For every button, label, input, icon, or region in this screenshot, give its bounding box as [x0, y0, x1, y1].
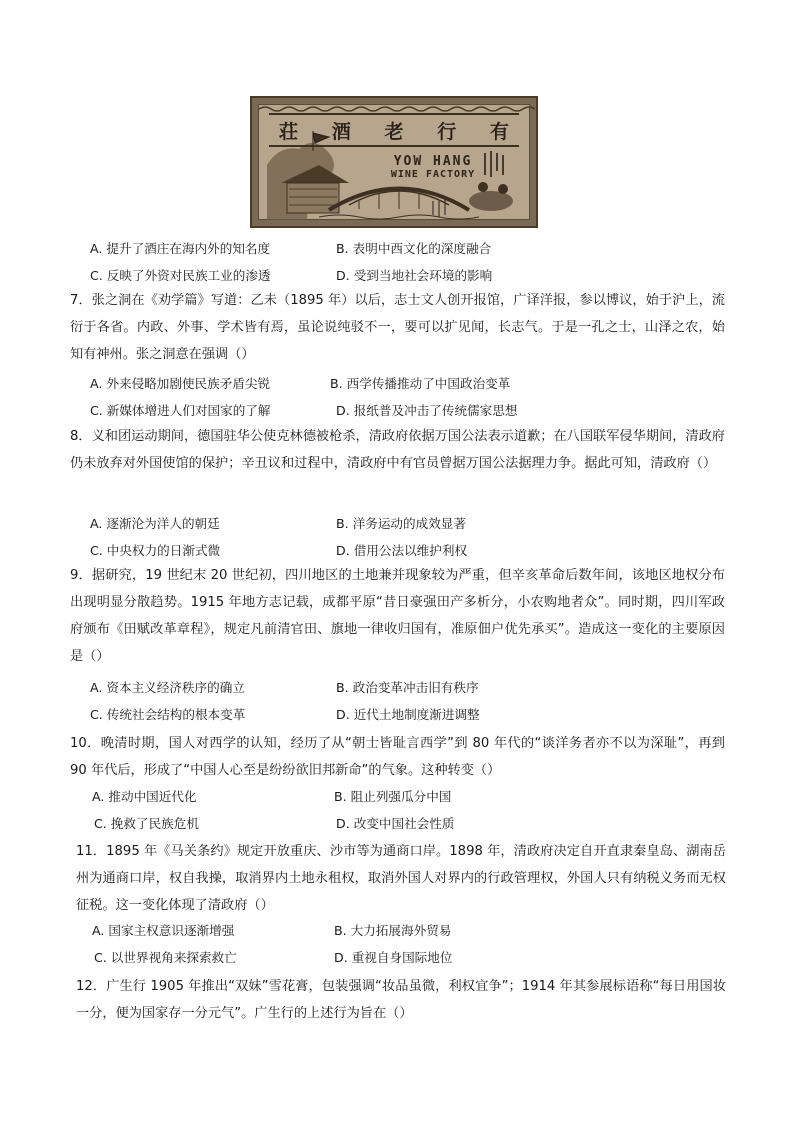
- q11-option-c[interactable]: C. 以世界视角来探索救亡: [94, 950, 237, 965]
- question-8: [70, 423, 725, 477]
- question-8-stem: 8．义和团运动期间，德国驻华公使克林德被枪杀，清政府依据万国公法表示道歉；在八国联军侵华期间，清政府仍未放弃对外国使馆的保护；辛丑议和过程中，清政府中有官员曾据万国公法据理力争。据此可知，清政府（）: [70, 429, 725, 471]
- label-english-text: [377, 155, 489, 181]
- label-panel: [258, 104, 530, 220]
- q8-option-d[interactable]: D. 借用公法以维护利权: [336, 543, 468, 558]
- q6-options: [90, 238, 650, 292]
- question-9-stem: 9．据研究，19 世纪末 20 世纪初，四川地区的土地兼并现象较为严重，但辛亥革命后数年间，该地区地权分布出现明显分散趋势。1915 年地方志记载，成都平原“昔日豪强田产多析分，小农购地者众”。同时期，四川军政府颁布《田赋改革章程》，规定凡前清官田、旗地一律收归国有，准原佃户优先承买”。造成这一变化的主要原因是（）: [70, 568, 725, 664]
- question-9: [70, 562, 725, 670]
- q10-option-d[interactable]: D. 改变中国社会性质: [336, 816, 455, 831]
- q9-option-a[interactable]: A. 资本主义经济秩序的确立: [90, 680, 245, 695]
- question-7: [70, 287, 725, 368]
- q9-option-d[interactable]: D. 近代土地制度渐进调整: [336, 707, 480, 722]
- q10-option-c[interactable]: C. 挽救了民族危机: [94, 816, 199, 831]
- label-title-char: 酒: [331, 120, 351, 143]
- label-english-line1: YOW HANG: [393, 154, 473, 169]
- label-english-line2: WINE FACTORY: [390, 169, 476, 180]
- q10-option-a[interactable]: A. 推动中国近代化: [92, 789, 197, 804]
- question-11-stem: 11．1895 年《马关条约》规定开放重庆、沙市等为通商口岸。1898 年，清政府决定自开直隶秦皇岛、湖南岳州为通商口岸，权自我操，取消界内土地永租权，取消外国人对界内的行政管理权，外国人只有纳税义务而无权征税。这一变化体现了清政府（）: [76, 844, 726, 913]
- q11-option-b[interactable]: B. 大力拓展海外贸易: [334, 923, 452, 938]
- q8-options: [90, 513, 650, 567]
- q10-option-b[interactable]: B. 阻止列强瓜分中国: [334, 789, 452, 804]
- question-10: [70, 730, 725, 784]
- wine-label-image: [250, 96, 538, 228]
- q8-option-c[interactable]: C. 中央权力的日渐式微: [90, 543, 221, 558]
- q10-options: [90, 786, 650, 840]
- label-title-char: 行: [437, 120, 457, 143]
- q11-options: [90, 920, 650, 974]
- question-10-stem: 10．晚清时期，国人对西学的认知，经历了从“朝士皆耻言西学”到 80 年代的“谈洋务者亦不以为深耻”，再到 90 年代后，形成了“中国人心至是纷纷欲旧邦新命”的气象。这种转变（）: [70, 736, 725, 778]
- q6-option-a[interactable]: A. 提升了酒庄在海内外的知名度: [90, 241, 271, 256]
- label-top-rule: [269, 113, 519, 115]
- q11-option-d[interactable]: D. 重视自身国际地位: [334, 950, 453, 965]
- question-12: [76, 973, 726, 1027]
- label-bottom-rule: [269, 145, 519, 147]
- q7-option-d[interactable]: D. 报纸普及冲击了传统儒家思想: [336, 403, 518, 418]
- q8-option-a[interactable]: A. 逐渐沦为洋人的朝廷: [90, 516, 220, 531]
- label-title: [279, 119, 509, 141]
- q7-options: [90, 373, 650, 427]
- q11-option-a[interactable]: A. 国家主权意识逐渐增强: [92, 923, 235, 938]
- q7-option-c[interactable]: C. 新媒体增进人们对国家的了解: [90, 403, 271, 418]
- q7-option-b[interactable]: B. 西学传播推动了中国政治变革: [330, 376, 511, 391]
- label-title-char: 荘: [279, 120, 299, 143]
- q7-option-a[interactable]: A. 外来侵略加剧使民族矛盾尖锐: [90, 376, 271, 391]
- q9-option-c[interactable]: C. 传统社会结构的根本变革: [90, 707, 246, 722]
- question-12-stem: 12．广生行 1905 年推出“双妹”雪花膏，包装强调“妆品虽微，利权宜争”；1914 年其参展标语称“每日用国妆一分，便为国家存一分元气”。广生行的上述行为旨在（）: [76, 979, 726, 1021]
- question-11: [76, 838, 726, 919]
- q6-option-b[interactable]: B. 表明中西文化的深度融合: [336, 241, 492, 256]
- q9-option-b[interactable]: B. 政治变革冲击旧有秩序: [336, 680, 479, 695]
- q6-option-d[interactable]: D. 受到当地社会环境的影响: [336, 268, 493, 283]
- q8-option-b[interactable]: B. 洋务运动的成效显著: [336, 516, 466, 531]
- label-title-char: 老: [384, 120, 404, 143]
- q6-option-c[interactable]: C. 反映了外资对民族工业的渗透: [90, 268, 271, 283]
- q9-options: [90, 677, 650, 731]
- label-title-char: 有: [489, 120, 509, 143]
- question-7-stem: 7．张之洞在《劝学篇》写道：乙未（1895 年）以后，志士文人创开报馆，广译洋报，参以博议，始于沪上，流衍于各省。内政、外事、学术皆有焉，虽论说纯驳不一，要可以扩见闻，长志气。于是一孔之士，山泽之农，始知有神州。张之洞意在强调（）: [70, 293, 725, 362]
